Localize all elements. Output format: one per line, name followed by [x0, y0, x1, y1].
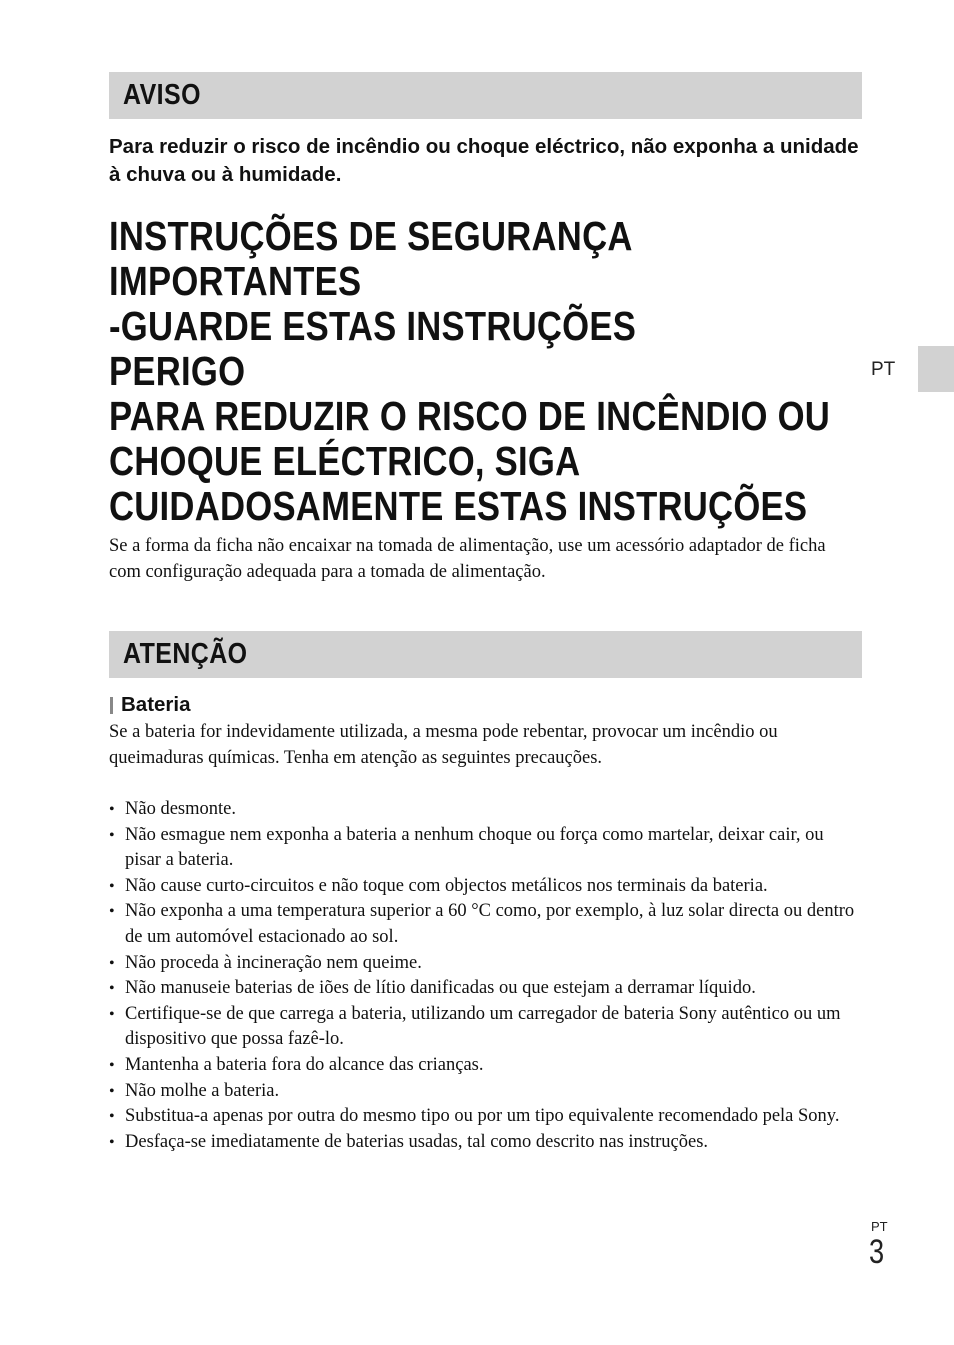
aviso-heading: AVISO — [123, 79, 201, 111]
battery-subheading-label: Bateria — [121, 693, 191, 716]
list-item: • Mantenha a bateria fora do alcance das crianças. — [109, 1053, 862, 1079]
list-item: • Não exponha a uma temperatura superior a 60 °C como, por exemplo, à luz solar directa ou dentro de um automóvel estacionado ao sol. — [109, 901, 855, 947]
battery-intro-text: Se a bateria for indevidamente utilizada, a mesma pode rebentar, provocar um incêndio ou queimaduras químicas. Tenha em atenção as seguintes precauções. — [109, 722, 778, 768]
list-item: • Substitua-a apenas por outra do mesmo tipo ou por um tipo equivalente recomendado pela Sony. — [109, 1104, 862, 1130]
list-item: • Não manuseie baterias de iões de lítio danificadas ou que estejam a derramar líquido. — [109, 976, 862, 1002]
bullet-icon: • — [109, 801, 115, 818]
language-side-label: PT — [871, 359, 896, 380]
bullet-icon: • — [109, 1082, 115, 1100]
atencao-heading: ATENÇÃO — [123, 638, 248, 670]
battery-precautions-list — [109, 797, 862, 1155]
aviso-warning-text: Para reduzir o risco de incêndio ou choque eléctrico, não exponha a unidade à chuva ou à humidade. — [109, 135, 859, 186]
safety-title-line: PERIGO — [109, 348, 246, 394]
footer-language-code: PT — [871, 1219, 888, 1234]
subheading-marker-icon — [110, 697, 113, 714]
bullet-icon: • — [109, 826, 115, 844]
bullet-icon: • — [109, 1005, 115, 1023]
bullet-icon: • — [109, 877, 115, 895]
atencao-heading-bar — [109, 631, 862, 678]
safety-title — [109, 214, 862, 529]
safety-title-line: PARA REDUZIR O RISCO DE INCÊNDIO OU — [109, 393, 831, 439]
list-item: • Não desmonte. — [109, 797, 862, 823]
battery-subheading — [109, 693, 862, 717]
list-item: • Não cause curto-circuitos e não toque com objectos metálicos nos terminais da bateria. — [109, 874, 862, 900]
bullet-icon: • — [109, 980, 115, 998]
language-side-tab — [918, 346, 954, 392]
bullet-icon: • — [109, 903, 115, 921]
plug-adapter-note: Se a forma da ficha não encaixar na tomada de alimentação, use um acessório adaptador de ficha com configuração adequada para a tomada de alimentação. — [109, 536, 826, 582]
aviso-heading-bar — [109, 72, 862, 119]
safety-title-line: -GUARDE ESTAS INSTRUÇÕES — [109, 303, 637, 349]
page-number: 3 — [869, 1233, 885, 1271]
safety-title-line: CHOQUE ELÉCTRICO, SIGA — [109, 438, 581, 484]
safety-title-line: CUIDADOSAMENTE ESTAS INSTRUÇÕES — [109, 483, 808, 529]
list-item: • Não proceda à incineração nem queime. — [109, 951, 862, 977]
list-item: • Certifique-se de que carrega a bateria, utilizando um carregador de bateria Sony autêntico ou um dispositivo que possa fazê-lo. — [109, 1003, 841, 1050]
safety-title-line: IMPORTANTES — [109, 258, 362, 304]
bullet-icon: • — [109, 1108, 115, 1126]
document-page — [109, 72, 862, 1155]
list-item: • Não molhe a bateria. — [109, 1079, 862, 1105]
bullet-icon: • — [109, 1056, 115, 1074]
safety-title-line: INSTRUÇÕES DE SEGURANÇA — [109, 213, 633, 259]
bullet-icon: • — [109, 1133, 115, 1151]
list-item: • Desfaça-se imediatamente de baterias usadas, tal como descrito nas instruções. — [109, 1130, 862, 1156]
bullet-icon: • — [109, 954, 115, 972]
list-item: • Não esmague nem exponha a bateria a nenhum choque ou força como martelar, deixar cair, ou pisar a bateria. — [109, 824, 824, 871]
